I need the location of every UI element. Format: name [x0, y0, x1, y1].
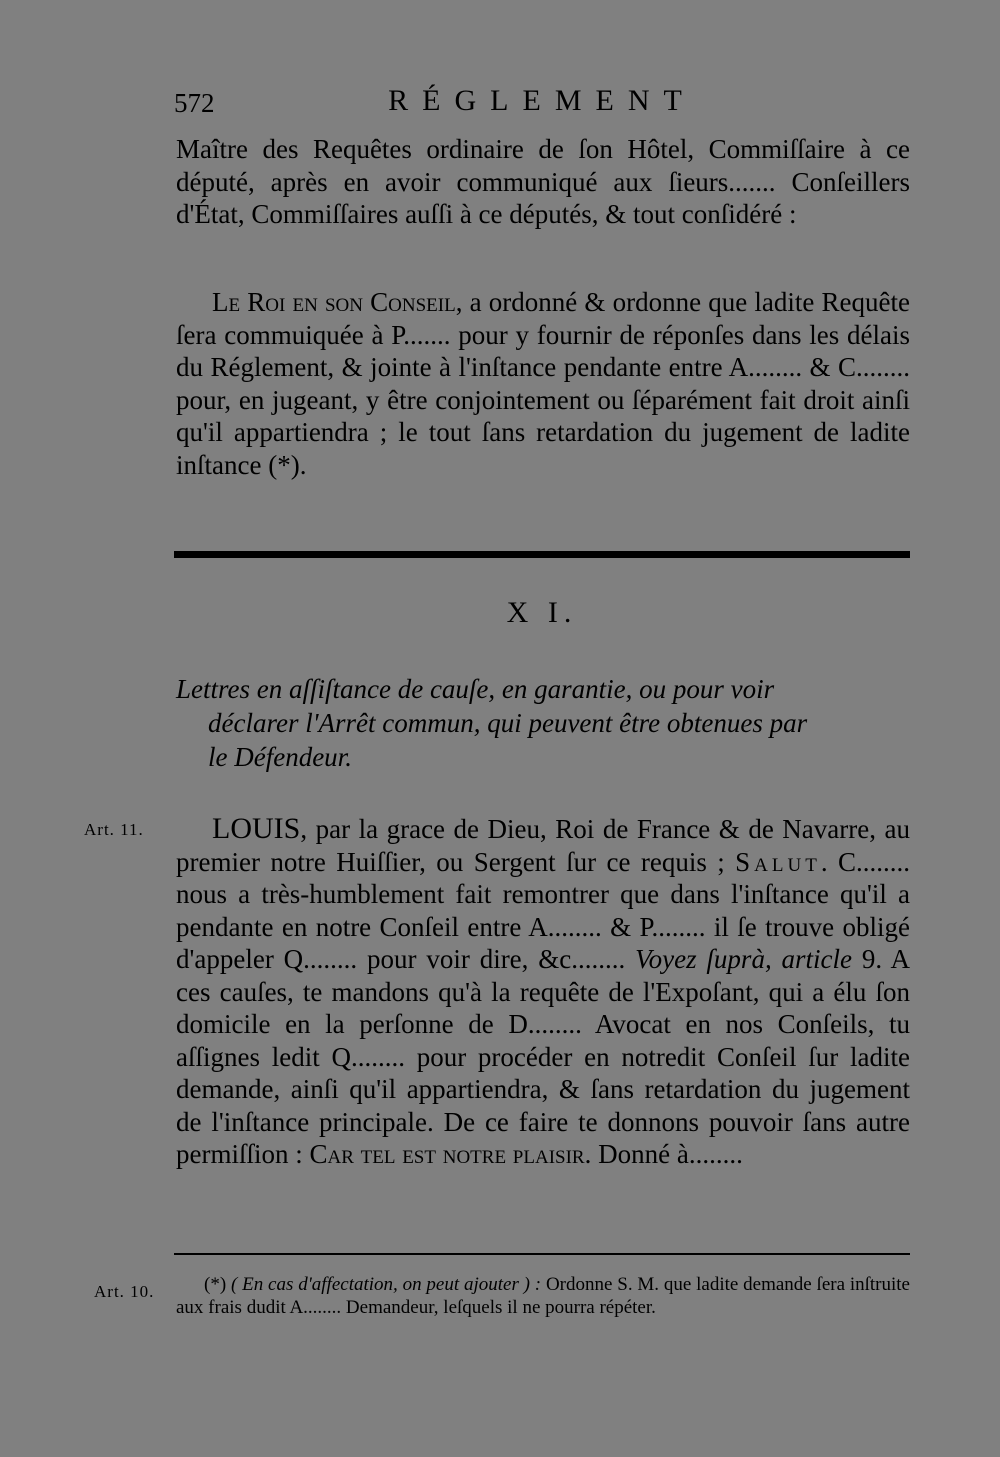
paragraph-intro-text: Maître des Requêtes ordinaire de ſon Hôtel, Commiſſaire à ce député, après en avoir communiqué aux ſieurs....... Conſeillers d'État, Commiſſaires auſſi à ce députés, & tout conſidéré :: [176, 134, 910, 229]
section-title-line-3: le Défendeur.: [208, 742, 352, 772]
paragraph-letters-text-c: 9. A ces cauſes, te mandons qu'à la requête de l'Expoſant, qui a élu ſon domicile en la perſonne de D........ Avocat en nos Conſeils, tu aſſignes ledit Q........ pour procéder en notredit Conſeil ſur ladite demande, ainſi qu'il appartiendra, & ſans retardation du jugement de l'inſtance principale. De ce faire te donnons pouvoir ſans autre permiſſion :: [176, 944, 910, 1169]
louis-initial: LOUIS: [212, 812, 301, 845]
paragraph-decision: [176, 286, 910, 481]
paragraph-letters-text-b: . C........ nous a très-humblement fait remontrer que dans l'inſtance qu'il a pendante en notre Conſeil entre A........ & P........ il ſe trouve obligé d'appeler Q........ pour voir dire, &c........: [176, 846, 910, 974]
paragraph-letters-text-d: . Donné à........: [584, 1139, 743, 1169]
section-divider-thick: [174, 551, 910, 558]
paragraph-letters-body: [176, 813, 910, 1171]
footnote-margin-note: Art. 10.: [94, 1282, 155, 1301]
footnote-marker: (*): [204, 1274, 227, 1295]
king-in-council-lead: Le Roi en son Conseil: [212, 287, 456, 317]
paragraph-intro: [176, 133, 910, 231]
paragraph-decision-body: [176, 286, 910, 481]
footnote-italic: ( En cas d'affectation, on peut ajouter ) :: [230, 1274, 542, 1295]
paragraph-decision-text: , a ordonné & ordonne que ladite Requête ſera commuiquée à P....... pour y fournir de réponſes dans les délais du Réglement, & jointe à l'inſtance pendante entre A........ & C........ pour, en jugeant, y être conjointement ou ſéparément fait droit ainſi qu'il appartiendra ; le tout ſans retardation du jugement de ladite inſtance (*).: [176, 287, 910, 480]
running-title: RÉGLEMENT: [388, 84, 696, 117]
section-title: [176, 672, 910, 774]
footnote: [176, 1273, 910, 1319]
salut-word: Salut: [735, 846, 821, 877]
section-number: X I.: [506, 596, 578, 629]
footnote-text: Ordonne S. M. que ladite demande ſera inſtruite aux frais dudit A........ Demandeur, leſquels il ne pourra répéter.: [176, 1274, 910, 1318]
royal-formula: Car tel est notre plaisir: [309, 1139, 585, 1169]
page-number: 572: [174, 88, 215, 118]
paragraph-letters-text-a: , par la grace de Dieu, Roi de France & de Navarre, au premier notre Huiſſier, ou Sergent ſur ce requis ;: [176, 814, 910, 877]
footnote-divider: [174, 1253, 910, 1255]
section-title-line-2: déclarer l'Arrêt commun, qui peuvent être obtenues par: [208, 708, 808, 738]
margin-note-article: Art. 11.: [84, 820, 144, 839]
paragraph-letters: [176, 813, 910, 1171]
page-header: [174, 84, 910, 124]
voyez-reference: Voyez ſuprà, article: [635, 944, 853, 974]
section-title-line-1: Lettres en aſſiſtance de cauſe, en garantie, ou pour voir: [176, 674, 775, 704]
